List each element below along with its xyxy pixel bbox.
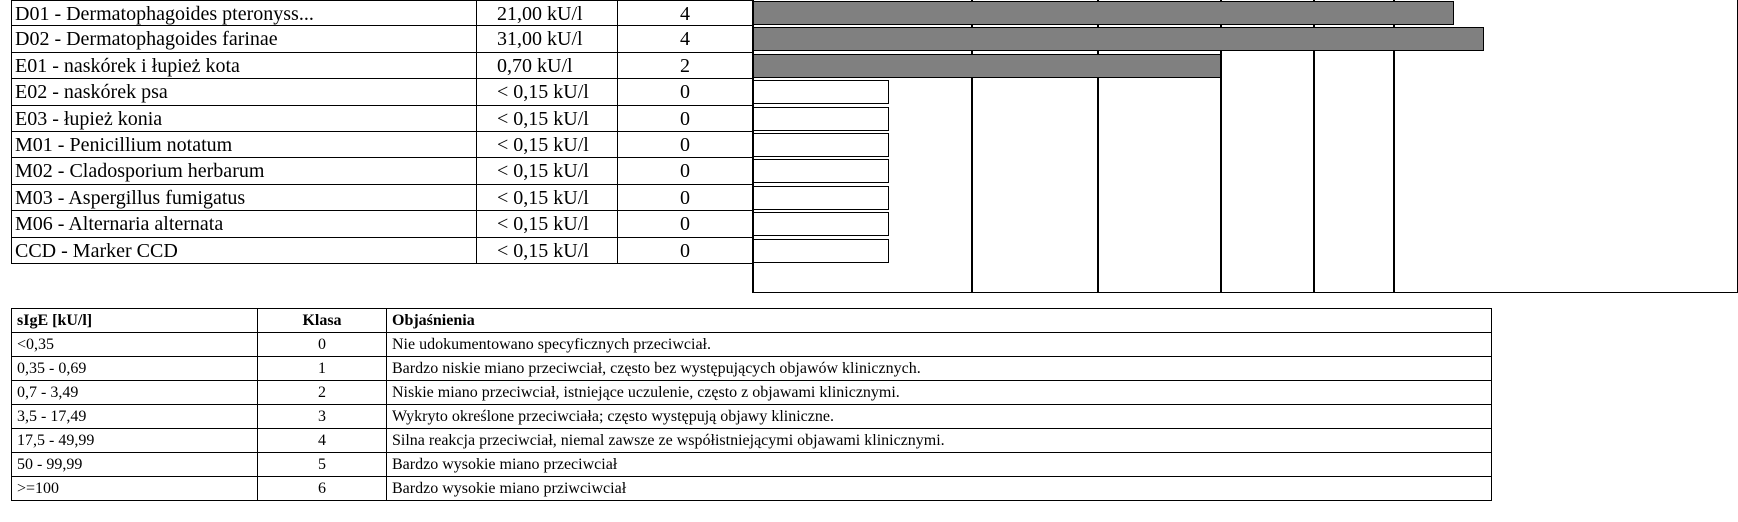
legend-table bbox=[11, 308, 1492, 501]
allergen-name-text: M03 - Aspergillus fumigatus bbox=[15, 186, 246, 209]
allergen-class-text: 0 bbox=[680, 107, 690, 130]
legend-class: 2 bbox=[258, 381, 387, 405]
legend-explanation: Niskie miano przeciwciał, istniejące uczulenie, często z objawami klinicznymi. bbox=[387, 381, 1492, 405]
allergen-name bbox=[11, 79, 477, 105]
legend-range: 0,7 - 3,49 bbox=[12, 381, 258, 405]
allergen-class bbox=[618, 53, 753, 79]
allergen-name bbox=[11, 211, 477, 237]
result-bar bbox=[753, 239, 889, 263]
allergen-class bbox=[618, 0, 753, 26]
allergen-value bbox=[477, 158, 618, 184]
allergen-class-text: 4 bbox=[680, 3, 690, 25]
allergen-value-text: < 0,15 kU/l bbox=[497, 134, 589, 156]
allergen-class bbox=[618, 238, 753, 264]
legend-row bbox=[12, 477, 1492, 501]
legend-class: 5 bbox=[258, 453, 387, 477]
allergen-value-text: < 0,15 kU/l bbox=[497, 186, 589, 209]
legend-range: 17,5 - 49,99 bbox=[12, 429, 258, 453]
allergen-value-text: 21,00 kU/l bbox=[497, 3, 583, 25]
legend-class: 1 bbox=[258, 357, 387, 381]
allergen-value bbox=[477, 53, 618, 79]
allergen-value-text: < 0,15 kU/l bbox=[497, 160, 589, 183]
legend-class: 3 bbox=[258, 405, 387, 429]
legend-class: 0 bbox=[258, 333, 387, 357]
result-bar bbox=[753, 80, 889, 104]
legend-row bbox=[12, 381, 1492, 405]
result-bar bbox=[753, 212, 889, 236]
allergen-class-text: 0 bbox=[680, 186, 690, 209]
allergen-value-text: < 0,15 kU/l bbox=[497, 107, 589, 130]
legend-explanation: Wykryto określone przeciwciała; często występują objawy kliniczne. bbox=[387, 405, 1492, 429]
allergen-value bbox=[477, 79, 618, 105]
allergen-value bbox=[477, 26, 618, 52]
legend-range: >=100 bbox=[12, 477, 258, 501]
allergen-class bbox=[618, 26, 753, 52]
class-bar-chart bbox=[753, 0, 1738, 293]
allergen-class bbox=[618, 79, 753, 105]
legend-explanation: Nie udokumentowano specyficznych przeciwciał. bbox=[387, 333, 1492, 357]
allergen-class bbox=[618, 106, 753, 132]
legend-row bbox=[12, 405, 1492, 429]
result-bar bbox=[753, 159, 889, 183]
result-bar bbox=[753, 54, 1221, 78]
result-bar bbox=[753, 1, 1454, 25]
allergen-class bbox=[618, 185, 753, 211]
legend-header-class: Klasa bbox=[258, 309, 387, 333]
allergen-name-text: M01 - Penicillium notatum bbox=[15, 134, 233, 156]
legend-row bbox=[12, 429, 1492, 453]
allergen-name-text: D02 - Dermatophagoides farinae bbox=[15, 28, 278, 51]
legend-header-range: sIgE [kU/l] bbox=[12, 309, 258, 333]
legend-range: 50 - 99,99 bbox=[12, 453, 258, 477]
allergen-class-text: 0 bbox=[680, 160, 690, 183]
allergen-class bbox=[618, 158, 753, 184]
allergen-name bbox=[11, 158, 477, 184]
allergen-name bbox=[11, 0, 477, 26]
class-legend-table bbox=[11, 308, 1491, 501]
legend-range: <0,35 bbox=[12, 333, 258, 357]
legend-explanation: Bardzo niskie miano przeciwciał, często bez występujących objawów klinicznych. bbox=[387, 357, 1492, 381]
allergen-value bbox=[477, 185, 618, 211]
allergen-class bbox=[618, 211, 753, 237]
allergen-name-text: D01 - Dermatophagoides pteronyss... bbox=[15, 3, 314, 25]
allergen-class-text: 0 bbox=[680, 134, 690, 156]
allergen-value-text: < 0,15 kU/l bbox=[497, 81, 589, 104]
allergen-value bbox=[477, 0, 618, 26]
legend-row bbox=[12, 333, 1492, 357]
legend-range: 3,5 - 17,49 bbox=[12, 405, 258, 429]
allergen-name bbox=[11, 26, 477, 52]
legend-class: 4 bbox=[258, 429, 387, 453]
allergen-name bbox=[11, 106, 477, 132]
allergen-name bbox=[11, 238, 477, 264]
result-bar bbox=[753, 186, 889, 210]
legend-explanation: Bardzo wysokie miano prziwciwciał bbox=[387, 477, 1492, 501]
allergen-value-text: < 0,15 kU/l bbox=[497, 213, 589, 236]
legend-header-row bbox=[12, 309, 1492, 333]
allergen-name-text: M06 - Alternaria alternata bbox=[15, 213, 224, 236]
legend-range: 0,35 - 0,69 bbox=[12, 357, 258, 381]
allergen-class-text: 4 bbox=[680, 28, 690, 51]
allergen-name-text: CCD - Marker CCD bbox=[15, 239, 178, 262]
allergen-value bbox=[477, 211, 618, 237]
legend-header-explanation: Objaśnienia bbox=[387, 309, 1492, 333]
allergen-name-text: E01 - naskórek i łupież kota bbox=[15, 54, 240, 77]
allergen-name bbox=[11, 185, 477, 211]
allergen-class-text: 2 bbox=[680, 54, 690, 77]
allergen-value-text: < 0,15 kU/l bbox=[497, 239, 589, 262]
allergen-name-text: E02 - naskórek psa bbox=[15, 81, 168, 104]
result-bar bbox=[753, 107, 889, 131]
result-bar bbox=[753, 133, 889, 157]
allergen-value bbox=[477, 106, 618, 132]
legend-explanation: Silna reakcja przeciwciał, niemal zawsze ze współistniejącymi objawami klinicznymi. bbox=[387, 429, 1492, 453]
allergen-class-text: 0 bbox=[680, 81, 690, 104]
legend-row bbox=[12, 357, 1492, 381]
allergen-class-text: 0 bbox=[680, 239, 690, 262]
legend-row bbox=[12, 453, 1492, 477]
legend-body bbox=[12, 333, 1492, 501]
legend-class: 6 bbox=[258, 477, 387, 501]
allergen-name bbox=[11, 132, 477, 158]
allergen-name-text: M02 - Cladosporium herbarum bbox=[15, 160, 265, 183]
result-bar bbox=[753, 27, 1484, 51]
allergen-value-text: 31,00 kU/l bbox=[497, 28, 583, 51]
allergen-name-text: E03 - łupież konia bbox=[15, 107, 163, 130]
allergen-value bbox=[477, 132, 618, 158]
allergen-class-text: 0 bbox=[680, 213, 690, 236]
legend-explanation: Bardzo wysokie miano przeciwciał bbox=[387, 453, 1492, 477]
allergen-name bbox=[11, 53, 477, 79]
allergen-class bbox=[618, 132, 753, 158]
allergen-value-text: 0,70 kU/l bbox=[497, 54, 573, 77]
allergen-value bbox=[477, 238, 618, 264]
